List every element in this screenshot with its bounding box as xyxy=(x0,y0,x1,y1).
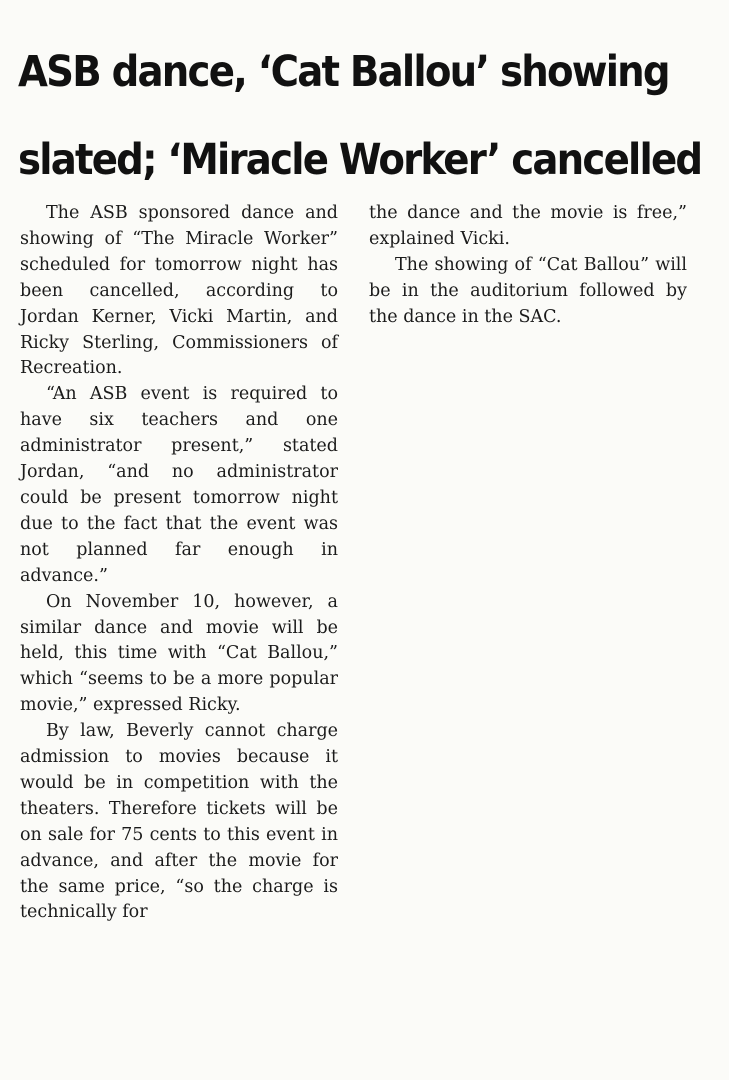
article-paragraph: “An ASB event is required to have six teachers and one administrator present,” stated Jordan, “and no administrator could be present tomorrow night due to the fact that the event was not planned far enough in advance.” xyxy=(20,384,338,586)
headline xyxy=(18,28,702,204)
article-paragraph: The ASB sponsored dance and showing of “The Miracle Worker” scheduled for tomorrow night has been cancelled, according to Jordan Kerner, Vicki Martin, and Ricky Sterling, Commissioners of Recreation. xyxy=(20,203,338,379)
article-paragraph: The showing of “Cat Ballou” will be in the auditorium followed by the dance in the SAC. xyxy=(369,254,687,327)
article-paragraph: By law, Beverly cannot charge admission to movies because it would be in competition with the theaters. Therefore tickets will be on sale for 75 cents to this event in advance, and after the movie for the same price, “so the charge is technically for xyxy=(20,721,338,923)
article-paragraph: the dance and the movie is free,” explained Vicki. xyxy=(369,203,687,249)
article-paragraph: On November 10, however, a similar dance and movie will be held, this time with “Cat Ballou,” which “seems to be a more popular movie,” expressed Ricky. xyxy=(20,591,338,716)
article-column-left xyxy=(20,201,338,926)
headline-line-1: ASB dance, ‘Cat Ballou’ showing xyxy=(18,47,669,97)
headline-line-2: slated; ‘Miracle Worker’ cancelled xyxy=(18,135,702,185)
article-column-right xyxy=(369,201,687,331)
